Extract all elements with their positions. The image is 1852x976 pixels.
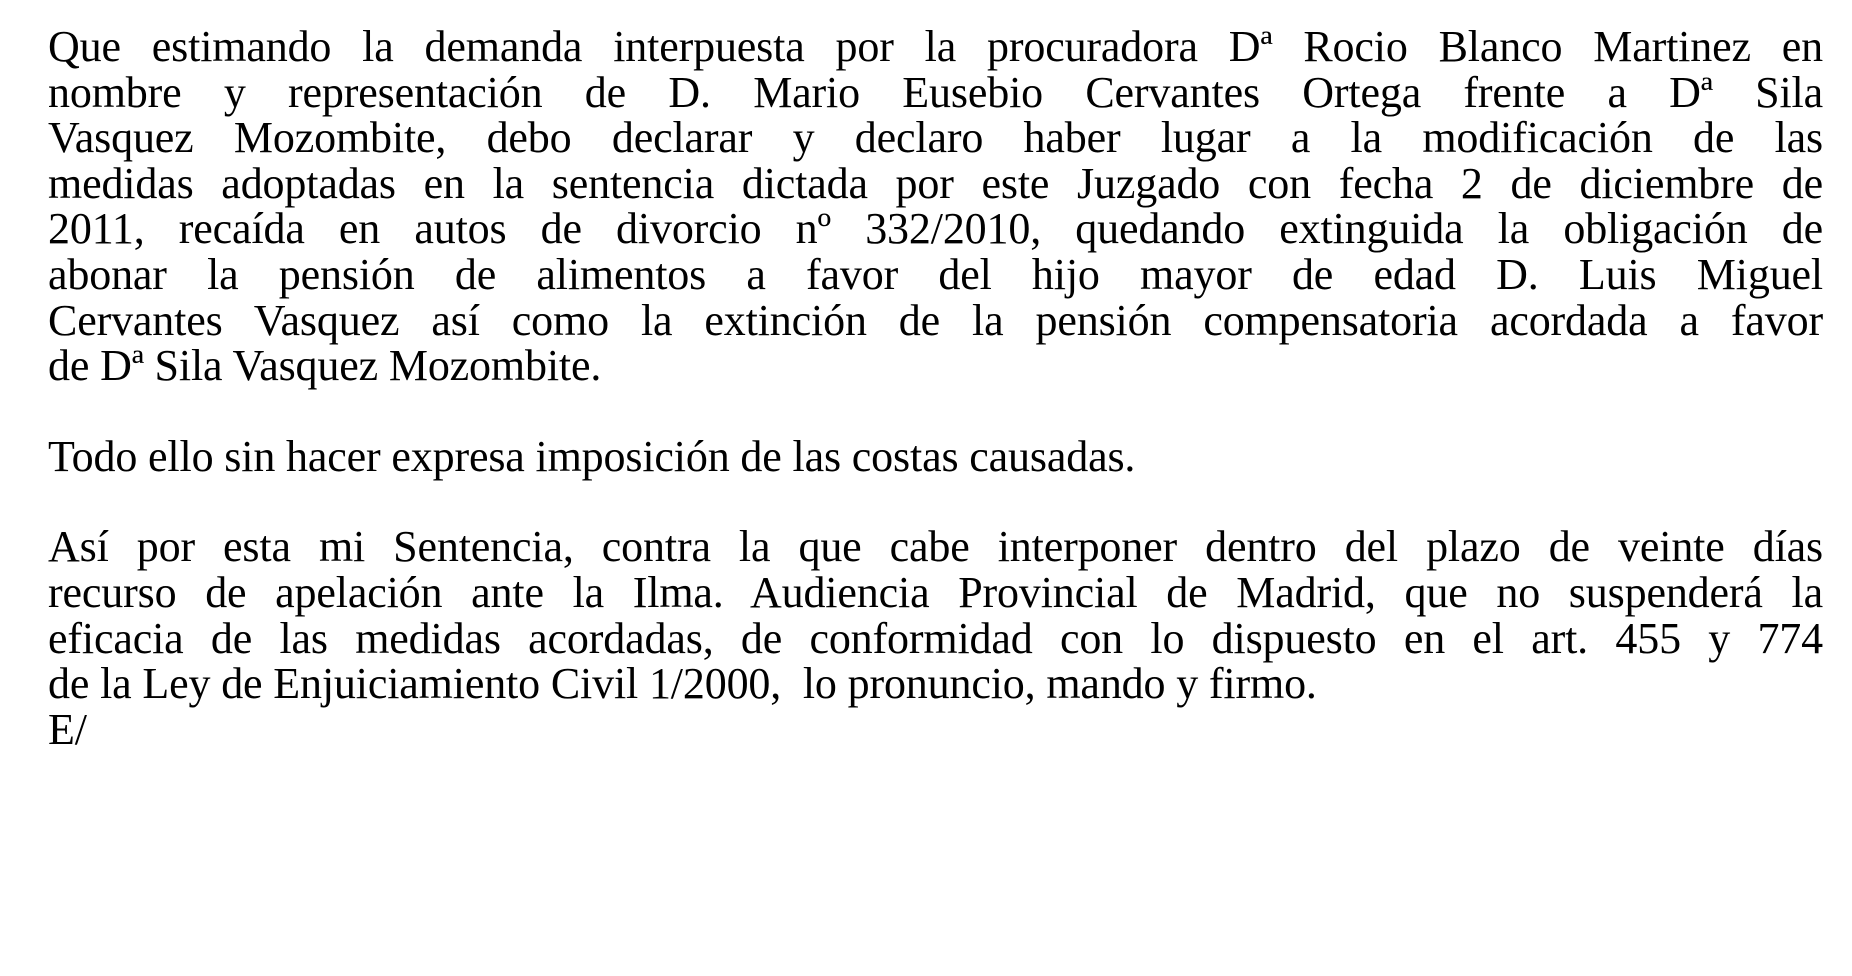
ruling-paragraph <box>48 24 1823 389</box>
signature-mark: E/ <box>48 704 87 754</box>
text-line: eficacia de las medidas acordadas, de conformidad con lo dispuesto en el art. 455 y 774 <box>48 613 1823 663</box>
document-page <box>48 24 1823 752</box>
text-line: Que estimando la demanda interpuesta por la procuradora Dª Rocio Blanco Martinez en <box>48 22 1823 71</box>
text-line: recurso de apelación ante la Ilma. Audiencia Provincial de Madrid, que no suspenderá la <box>48 567 1823 617</box>
text-line: Todo ello sin hacer expresa imposición de las costas causadas. <box>48 431 1136 481</box>
appeal-paragraph <box>48 522 1823 709</box>
text-line: medidas adoptadas en la sentencia dictada por este Juzgado con fecha 2 de diciembre de <box>48 158 1823 208</box>
text-line: 2011, recaída en autos de divorcio nº 332/2010, quedando extinguida la obligación de <box>48 204 1823 254</box>
text-line: de Dª Sila Vasquez Mozombite. <box>48 341 602 391</box>
text-line: Cervantes Vasquez así como la extinción de la pensión compensatoria acordada a favor <box>48 295 1823 345</box>
text-line: abonar la pensión de alimentos a favor del hijo mayor de edad D. Luis Miguel <box>48 249 1823 299</box>
text-line: de la Ley de Enjuiciamiento Civil 1/2000, lo pronuncio, mando y firmo. <box>48 659 1317 709</box>
costs-paragraph <box>48 431 1823 481</box>
text-line: Así por esta mi Sentencia, contra la que cabe interponer dentro del plazo de veinte días <box>48 522 1823 572</box>
text-line: nombre y representación de D. Mario Eusebio Cervantes Ortega frente a Dª Sila <box>48 67 1823 117</box>
text-line: Vasquez Mozombite, debo declarar y declaro haber lugar a la modificación de las <box>48 113 1823 163</box>
